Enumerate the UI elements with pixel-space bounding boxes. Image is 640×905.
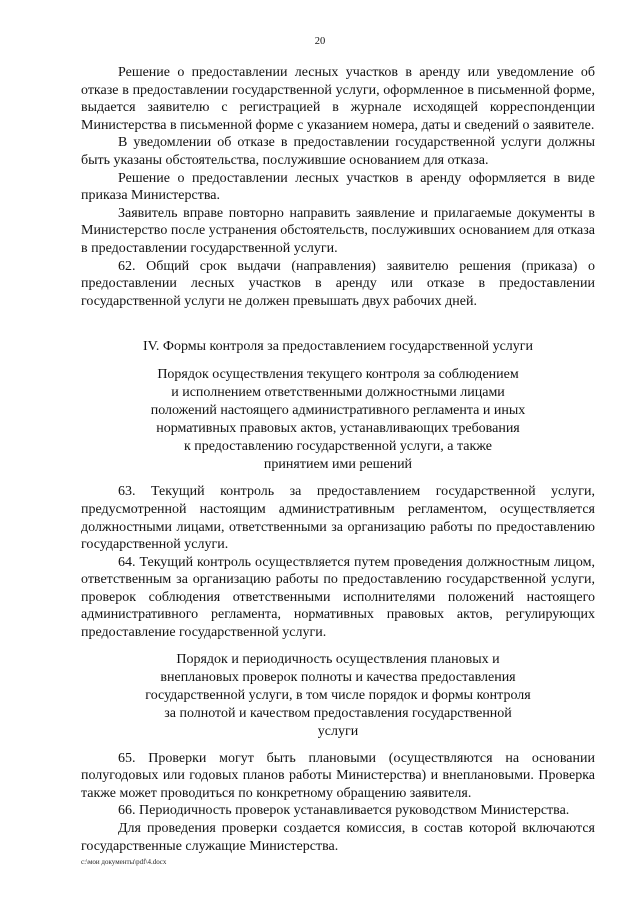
page-number: 20: [314, 36, 326, 47]
footer-file-path: c:\мои документы\pdf\4.docx: [81, 858, 167, 866]
paragraph: 64. Текущий контроль осуществляется путем проведения должностным лицом, ответственным за организацию работы по предоставлению государственной услуги, проверок соблюдения ответственными исполнителями положений настоящего административного регламента, нормативных правовых актов, регулирующих предоставление государственной услуги.: [81, 554, 595, 641]
paragraph: Заявитель вправе повторно направить заявление и прилагаемые документы в Министерство после устранения обстоятельств, послуживших основанием для отказа в предоставлении государственной услуги.: [81, 205, 595, 256]
subsection-heading-line: государственной услуги, в том числе порядок и формы контроля: [145, 687, 531, 703]
paragraph: В уведомлении об отказе в предоставлении государственной услуги должны быть указаны обстоятельства, послужившие основанием для отказа.: [81, 135, 595, 168]
subsection-heading-line: внеплановых проверок полноты и качества предоставления: [160, 669, 516, 685]
paragraph: 66. Периодичность проверок устанавливается руководством Министерства.: [118, 803, 570, 819]
subsection-heading-current-control: [81, 366, 595, 474]
paragraph: 65. Проверки могут быть плановыми (осуществляются на основании полугодовых или годовых планов работы Министерства) и внеплановыми. Проверка также может проводиться по конкретному обращению заявителя.: [81, 750, 595, 801]
paragraph: 62. Общий срок выдачи (направления) заявителю решения (приказа) о предоставлении лесных участков в аренду или отказе в предоставлении государственной услуги не должен превышать двух рабочих дней.: [81, 258, 595, 309]
document-body: [81, 64, 595, 855]
subsection-heading-line: за полнотой и качеством предоставления государственной: [164, 705, 512, 721]
paragraph: Решение о предоставлении лесных участков в аренду оформляется в виде приказа Министерства.: [81, 170, 595, 204]
paragraph: Для проведения проверки создается комиссия, в состав которой включаются государственные служащие Министерства.: [81, 821, 595, 854]
subsection-heading-inspections: [81, 651, 595, 741]
subsection-heading-line: принятием ими решений: [263, 457, 413, 473]
subsection-heading-line: Порядок осуществления текущего контроля за соблюдением: [157, 367, 519, 383]
paragraph: 63. Текущий контроль за предоставлением государственной услуги, предусмотренной настоящим административным регламентом, осуществляется должностными лицами, ответственными за организацию работы по предоставлению государственной услуги.: [81, 484, 595, 553]
subsection-heading-line: положений настоящего административного регламента и иных: [150, 403, 526, 419]
section-title: IV. Формы контроля за предоставлением государственной услуги: [142, 339, 534, 355]
subsection-heading-line: нормативных правовых актов, устанавливающих требования: [156, 421, 520, 437]
subsection-heading-line: и исполнением ответственными должностными лицами: [171, 385, 505, 401]
paragraph: Решение о предоставлении лесных участков в аренду или уведомление об отказе в предоставлении государственной услуги, оформленное в письменной форме, выдается заявителю с регистрацией в журнале исходящей корреспонденции Министерства в письменной форме с указанием номера, даты и сведений о заявителе.: [81, 65, 595, 133]
subsection-heading-line: услуги: [317, 723, 359, 739]
subsection-heading-line: к предоставлению государственной услуги, а также: [183, 439, 492, 455]
subsection-heading-line: Порядок и периодичность осуществления плановых и: [176, 651, 500, 667]
